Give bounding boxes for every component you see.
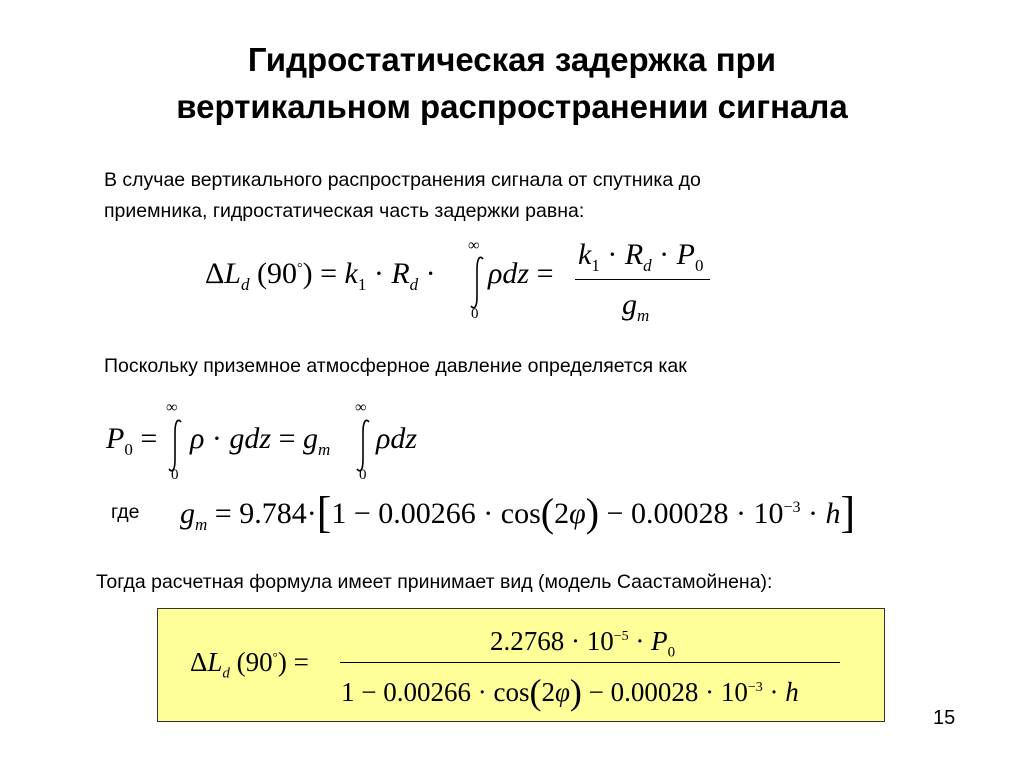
- integral-icon: [166, 418, 186, 474]
- fraction-line: [340, 662, 840, 663]
- close-paren: ): [569, 672, 582, 712]
- numerator-exponent: −5: [613, 629, 629, 644]
- delay-subscript: d: [222, 665, 230, 682]
- delay-variable: L: [224, 257, 241, 290]
- numerator-value: 2.2768 · 10: [490, 626, 614, 656]
- height-variable: h: [785, 677, 799, 707]
- delta-symbol: Δ: [205, 257, 225, 290]
- latitude-symbol: φ: [554, 677, 570, 707]
- gravity-subscript: m: [195, 515, 208, 534]
- integral-upper-limit: ∞: [468, 237, 480, 254]
- delay-subscript: d: [240, 275, 250, 294]
- pressure-subscript: 0: [667, 644, 676, 661]
- delta-symbol: Δ: [190, 647, 208, 677]
- dot-operator: ·: [211, 422, 222, 455]
- differential: dz: [390, 422, 418, 455]
- intro-line-1: В случае вертикального распространения сигнала от спутника до: [104, 169, 701, 191]
- coefficient-two: 2: [541, 677, 555, 707]
- pressure-subscript: 0: [694, 256, 704, 275]
- close-bracket: ]: [840, 488, 856, 537]
- equals-sign: =: [140, 422, 158, 455]
- equals-sign: =: [536, 257, 554, 290]
- dot-operator: ·: [659, 238, 670, 271]
- degree-symbol: °: [296, 261, 303, 276]
- coefficient-two: 2: [554, 497, 570, 530]
- r-constant: R: [391, 257, 410, 290]
- pressure-variable: P: [676, 238, 695, 271]
- dot-operator: ·: [628, 626, 652, 656]
- degree-symbol: °: [272, 649, 278, 664]
- fraction-denominator: [622, 290, 649, 324]
- angle-close: ): [277, 647, 287, 677]
- denominator-expression-a: 1 − 0.00266 · cos: [341, 677, 530, 707]
- density-symbol: ρ: [190, 422, 205, 455]
- dot-operator: ·: [800, 497, 826, 530]
- intro-paragraph: [104, 165, 701, 227]
- angle-close: ): [302, 257, 313, 290]
- page-number: 15: [933, 707, 956, 729]
- open-bracket: [: [316, 488, 332, 537]
- r-subscript: d: [643, 256, 652, 275]
- delay-variable: L: [207, 647, 223, 677]
- equals-sign: =: [214, 497, 232, 530]
- integral-icon: [468, 255, 488, 311]
- fraction-numerator: [578, 240, 703, 274]
- gravity-constant: 9.784: [239, 497, 307, 530]
- latitude-symbol: φ: [569, 497, 586, 530]
- intro-line-2: приемника, гидростатическая часть задержки равна:: [104, 200, 585, 222]
- differential: dz: [502, 257, 530, 290]
- k-subscript: 1: [591, 256, 600, 275]
- r-constant: R: [624, 238, 644, 271]
- integral-icon: [354, 418, 374, 474]
- r-subscript: d: [409, 275, 419, 294]
- final-denominator: [341, 674, 799, 710]
- density-symbol: ρ: [488, 257, 503, 290]
- angle-arg: (90: [236, 647, 273, 677]
- denominator-expression-b: − 0.00028 · 10: [581, 677, 748, 707]
- open-paren: (: [540, 490, 555, 535]
- equals-sign: =: [320, 257, 338, 290]
- pressure-variable: P: [106, 422, 125, 455]
- gravity-subscript: m: [637, 306, 650, 325]
- dot-operator: ·: [762, 677, 786, 707]
- gravity-variable: g: [303, 422, 319, 455]
- integral-lower-limit: 0: [471, 306, 479, 322]
- dot-operator: ·: [373, 257, 384, 290]
- close-paren: ): [585, 490, 600, 535]
- pressure-paragraph: Поскольку приземное атмосферное давление определяется как: [104, 355, 687, 377]
- model-paragraph: Тогда расчетная формула имеет принимает вид (модель Саастамойнена):: [96, 571, 773, 593]
- gravity-differential: gdz: [229, 422, 272, 455]
- dot-operator: ·: [425, 257, 436, 290]
- fraction-line: [575, 279, 710, 280]
- final-numerator: [490, 628, 675, 660]
- integral-lower-limit: 0: [171, 467, 179, 483]
- title-line-2: вертикальном распространении сигнала: [176, 88, 848, 125]
- formula-gravity: [180, 488, 856, 537]
- density-symbol: ρ: [376, 422, 391, 455]
- k-subscript: 1: [357, 275, 367, 294]
- gravity-variable: g: [180, 497, 195, 530]
- where-label: где: [111, 501, 140, 523]
- open-paren: (: [529, 672, 542, 712]
- gravity-expression-b: − 0.00028 · 10: [599, 497, 784, 530]
- dot-operator: ·: [306, 497, 317, 530]
- exponent: −3: [783, 499, 801, 516]
- integral-lower-limit: 0: [359, 467, 367, 483]
- integral-upper-limit: ∞: [355, 399, 367, 416]
- gravity-expression-a: 1 − 0.00266 · cos: [331, 497, 541, 530]
- equals-sign: =: [293, 647, 309, 677]
- height-variable: h: [825, 497, 841, 530]
- title-line-1: Гидростатическая задержка при: [247, 41, 777, 78]
- slide-title: [0, 36, 1024, 130]
- denominator-exponent: −3: [747, 680, 763, 695]
- pressure-variable: P: [651, 626, 668, 656]
- integral-upper-limit: ∞: [166, 399, 178, 416]
- angle-arg: (90: [256, 257, 297, 290]
- k-constant: k: [578, 238, 592, 271]
- gravity-subscript: m: [318, 440, 331, 459]
- k-constant: k: [344, 257, 358, 290]
- dot-operator: ·: [607, 238, 618, 271]
- gravity-variable: g: [622, 288, 637, 321]
- equals-sign: =: [278, 422, 296, 455]
- pressure-subscript: 0: [124, 440, 133, 459]
